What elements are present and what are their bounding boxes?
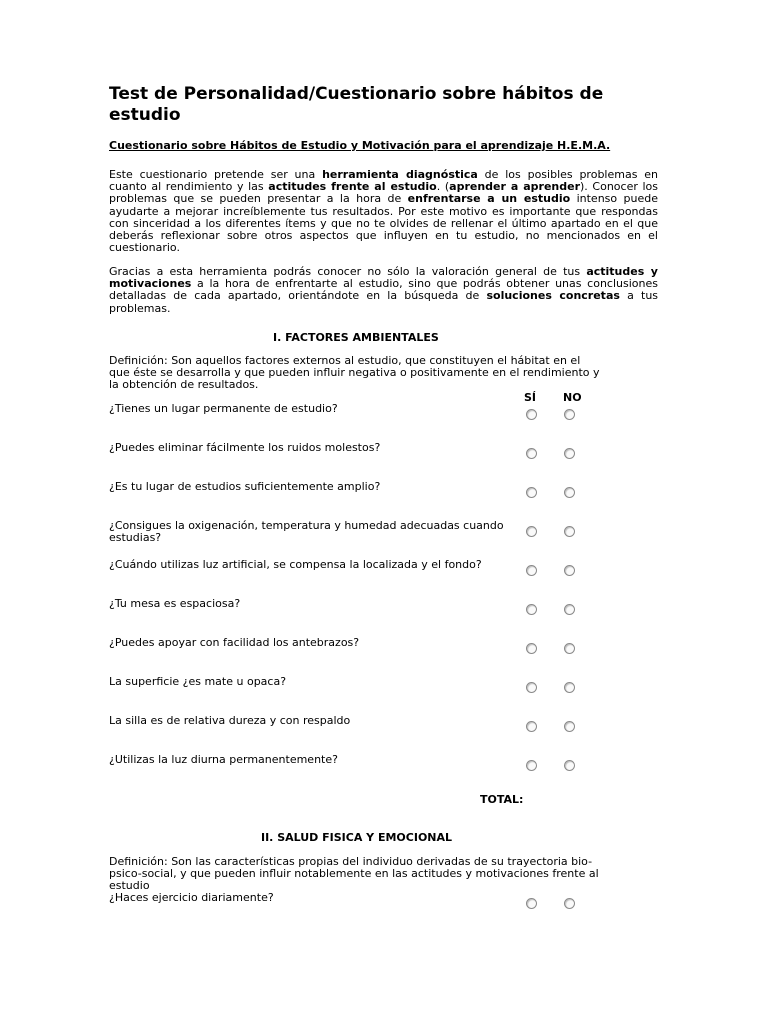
radio-yes[interactable] bbox=[526, 760, 537, 771]
intro-text: a la hora de enfrentarte al estudio, sino que podrás obtener unas conclusiones detalladas de cada apartado, orientándote en la búsqueda de bbox=[109, 277, 658, 303]
questionnaire-subtitle: Cuestionario sobre Hábitos de Estudio y Motivación para el aprendizaje H.E.M.A. bbox=[109, 139, 611, 152]
radio-yes[interactable] bbox=[526, 682, 537, 693]
intro-text: Este cuestionario pretende ser una bbox=[109, 168, 323, 181]
radio-yes[interactable] bbox=[526, 487, 537, 498]
question-text: ¿Utilizas la luz diurna permanentemente? bbox=[109, 753, 338, 766]
section-2-heading: II. SALUD FISICA Y EMOCIONAL bbox=[261, 831, 453, 844]
intro-bold-text: soluciones concretas bbox=[486, 289, 620, 303]
question-text: ¿Puedes eliminar fácilmente los ruidos molestos? bbox=[109, 441, 381, 454]
radio-no[interactable] bbox=[564, 409, 575, 420]
intro-text: . ( bbox=[436, 180, 450, 194]
radio-yes[interactable] bbox=[526, 643, 537, 654]
question-text: ¿Tienes un lugar permanente de estudio? bbox=[109, 402, 338, 415]
radio-yes[interactable] bbox=[526, 721, 537, 732]
question-text: La silla es de relativa dureza y con respaldo bbox=[109, 714, 351, 727]
intro-paragraph-2 bbox=[109, 266, 658, 315]
intro-bold-text: enfrentarse a un estudio bbox=[407, 192, 571, 206]
radio-no[interactable] bbox=[564, 898, 575, 909]
section-2-definition: Definición: Son las características propias del individuo derivadas de su trayectoria bio-psico-social, y que pueden influir notablemente en las actitudes y motivaciones frente al estudio bbox=[109, 855, 599, 893]
question-text: ¿Tu mesa es espaciosa? bbox=[109, 597, 241, 610]
question-text: ¿Consigues la oxigenación, temperatura y humedad adecuadas cuando estudias? bbox=[109, 519, 504, 545]
intro-bold-text: actitudes frente al estudio bbox=[268, 180, 437, 194]
section-1-heading: I. FACTORES AMBIENTALES bbox=[273, 331, 439, 344]
radio-no[interactable] bbox=[564, 682, 575, 693]
radio-no[interactable] bbox=[564, 721, 575, 732]
radio-yes[interactable] bbox=[526, 448, 537, 459]
radio-no[interactable] bbox=[564, 448, 575, 459]
radio-no[interactable] bbox=[564, 565, 575, 576]
column-header-no: NO bbox=[563, 391, 582, 404]
intro-paragraph-1 bbox=[109, 169, 658, 254]
intro-bold-text: aprender a aprender bbox=[449, 180, 581, 194]
column-header-yes: SÍ bbox=[524, 391, 537, 404]
intro-text: ). Conocer los problemas que se pueden presentar a la hora de bbox=[109, 180, 658, 206]
radio-yes[interactable] bbox=[526, 565, 537, 576]
radio-no[interactable] bbox=[564, 643, 575, 654]
question-text: ¿Haces ejercicio diariamente? bbox=[109, 891, 274, 904]
question-text: La superficie ¿es mate u opaca? bbox=[109, 675, 287, 688]
radio-no[interactable] bbox=[564, 487, 575, 498]
radio-no[interactable] bbox=[564, 604, 575, 615]
intro-text: de los posibles problemas en cuanto al rendimiento y las bbox=[109, 168, 658, 194]
question-text: ¿Es tu lugar de estudios suficientemente amplio? bbox=[109, 480, 381, 493]
intro-text: intenso puede ayudarte a mejorar increíblemente tus resultados. Por este motivo es importante que respondas con sinceridad a los diferentes ítems y que no te olvides de rellenar el último apartado en el que deberás reflexionar sobre otros aspectos que influyen en tu estudio, no mencionados en el cuestionario. bbox=[109, 192, 658, 255]
question-text: ¿Cuándo utilizas luz artificial, se compensa la localizada y el fondo? bbox=[109, 558, 482, 571]
radio-yes[interactable] bbox=[526, 604, 537, 615]
radio-yes[interactable] bbox=[526, 898, 537, 909]
section-1-definition: Definición: Son aquellos factores externos al estudio, que constituyen el hábitat en el que éste se desarrolla y que pueden influir negativa o positivamente en el rendimiento y la obtención de resultados. bbox=[109, 354, 600, 392]
question-text: ¿Puedes apoyar con facilidad los antebrazos? bbox=[109, 636, 360, 649]
intro-bold-text: actitudes y motivaciones bbox=[109, 265, 658, 291]
radio-yes[interactable] bbox=[526, 526, 537, 537]
radio-no[interactable] bbox=[564, 760, 575, 771]
radio-no[interactable] bbox=[564, 526, 575, 537]
intro-text: a tus problemas. bbox=[109, 289, 659, 315]
intro-text: Gracias a esta herramienta podrás conocer no sólo la valoración general de tus bbox=[109, 265, 587, 278]
page-title: Test de Personalidad/Cuestionario sobre hábitos de estudio bbox=[109, 84, 604, 125]
total-label: TOTAL: bbox=[480, 793, 524, 806]
intro-bold-text: herramienta diagnóstica bbox=[322, 168, 478, 181]
radio-yes[interactable] bbox=[526, 409, 537, 420]
